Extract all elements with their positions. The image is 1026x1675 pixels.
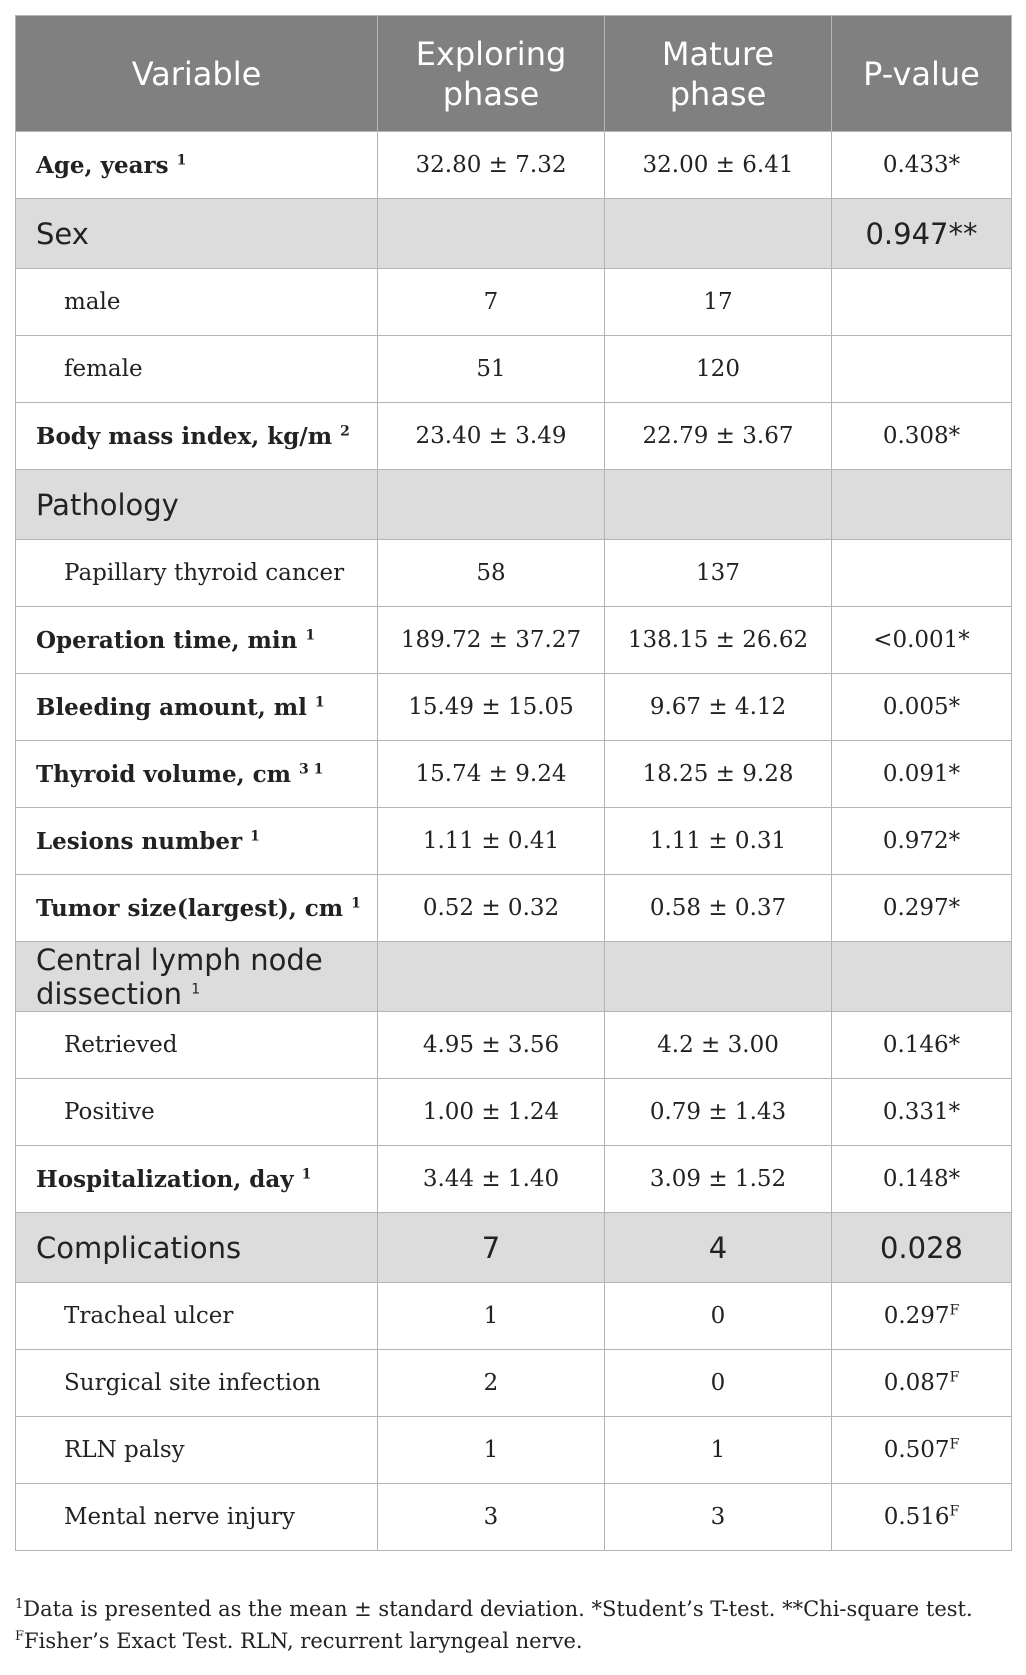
cell-mature <box>605 470 832 540</box>
table-row <box>16 132 1012 199</box>
cell-variable-superscript: 1 <box>301 1165 312 1182</box>
table-row <box>16 269 1012 336</box>
cell-exploring <box>378 942 605 1012</box>
header-mature-phase: Mature phase <box>605 16 832 132</box>
cell-p-value <box>832 1079 1012 1146</box>
cell-exploring-text: 58 <box>476 560 506 586</box>
header-variable: Variable <box>16 16 378 132</box>
cell-p-value <box>832 674 1012 741</box>
cell-variable-text: Sex <box>36 216 89 251</box>
cell-p-value <box>832 1417 1012 1484</box>
cell-mature <box>605 1417 832 1484</box>
cell-exploring <box>378 674 605 741</box>
cell-exploring <box>378 741 605 808</box>
header-p-value: P-value <box>832 16 1012 132</box>
table-row <box>16 1079 1012 1146</box>
cell-exploring-text: 15.49 ± 15.05 <box>408 694 574 720</box>
cell-variable <box>16 1146 378 1213</box>
cell-variable-text: Operation time, min <box>36 626 298 654</box>
cell-variable-text: Surgical site infection <box>64 1370 321 1396</box>
cell-mature <box>605 1146 832 1213</box>
table-body <box>16 132 1012 1551</box>
cell-mature <box>605 942 832 1012</box>
cell-p-value <box>832 470 1012 540</box>
cell-variable-superscript: 1 <box>305 626 316 643</box>
cell-exploring <box>378 1079 605 1146</box>
cell-variable-superscript: 1 <box>250 827 260 844</box>
cell-variable <box>16 269 378 336</box>
cell-variable <box>16 336 378 403</box>
cell-variable-text: Hospitalization, day <box>36 1165 294 1193</box>
table-row <box>16 470 1012 540</box>
footnote-2-marker: F <box>15 1629 25 1644</box>
table-row <box>16 875 1012 942</box>
cell-variable <box>16 1417 378 1484</box>
cell-p-value-text: 0.087 <box>883 1370 950 1396</box>
cell-p-value-text: 0.308* <box>882 423 961 449</box>
cell-exploring <box>378 1484 605 1551</box>
cell-exploring <box>378 808 605 875</box>
cell-mature-text: 9.67 ± 4.12 <box>649 694 787 720</box>
cell-p-value-superscript: F <box>949 1436 960 1453</box>
cell-mature-text: 0.58 ± 0.37 <box>649 895 787 921</box>
cell-variable-text: Positive <box>64 1099 155 1125</box>
cell-exploring <box>378 1283 605 1350</box>
cell-p-value-text: 0.947** <box>865 216 978 251</box>
cell-p-value <box>832 336 1012 403</box>
cell-mature <box>605 269 832 336</box>
cell-variable-text: female <box>64 356 143 382</box>
cell-mature-text: 137 <box>696 560 740 586</box>
cell-variable-superscript: 2 <box>340 422 350 439</box>
cell-mature-text: 32.00 ± 6.41 <box>642 152 794 178</box>
cell-variable <box>16 1283 378 1350</box>
cell-p-value <box>832 1350 1012 1417</box>
cell-p-value <box>832 942 1012 1012</box>
cell-mature <box>605 1283 832 1350</box>
cell-exploring-text: 1 <box>483 1303 499 1329</box>
cell-exploring-text: 3.44 ± 1.40 <box>422 1166 560 1192</box>
cell-mature <box>605 674 832 741</box>
table-row <box>16 540 1012 607</box>
cell-p-value-text: 0.005* <box>882 694 961 720</box>
footnote-1-text: Data is presented as the mean ± standard deviation. *Student’s T-test. **Chi-square test. <box>23 1597 973 1621</box>
cell-variable-text: male <box>64 289 121 315</box>
cell-variable <box>16 1213 378 1283</box>
cell-variable <box>16 470 378 540</box>
cell-p-value-text: 0.331* <box>882 1099 961 1125</box>
cell-p-value <box>832 403 1012 470</box>
cell-exploring-text: 2 <box>483 1370 499 1396</box>
cell-p-value-text: 0.297* <box>882 895 961 921</box>
cell-mature-text: 3 <box>710 1504 726 1530</box>
cell-variable-text: Bleeding amount, ml <box>36 693 307 721</box>
cell-p-value-text: 0.146* <box>882 1032 961 1058</box>
cell-variable-text: RLN palsy <box>64 1437 185 1463</box>
cell-mature <box>605 875 832 942</box>
cell-exploring <box>378 875 605 942</box>
cell-variable-text: Retrieved <box>64 1032 178 1058</box>
table-row <box>16 336 1012 403</box>
cell-exploring <box>378 336 605 403</box>
cell-exploring <box>378 403 605 470</box>
cell-exploring-text: 4.95 ± 3.56 <box>422 1032 560 1058</box>
cell-p-value <box>832 132 1012 199</box>
cell-variable <box>16 540 378 607</box>
cell-p-value-superscript: F <box>949 1369 960 1386</box>
cell-p-value-superscript: F <box>949 1503 960 1520</box>
footnote-line-2 <box>15 1625 1015 1657</box>
cell-mature-text: 0 <box>710 1303 726 1329</box>
cell-p-value <box>832 875 1012 942</box>
cell-mature-text: 0 <box>710 1370 726 1396</box>
cell-p-value-text: 0.148* <box>882 1166 961 1192</box>
cell-p-value <box>832 1283 1012 1350</box>
cell-mature-text: 18.25 ± 9.28 <box>642 761 794 787</box>
cell-variable-text: Central lymph node dissection <box>36 942 323 1011</box>
cell-p-value-text: 0.516 <box>883 1504 950 1530</box>
cell-exploring <box>378 269 605 336</box>
cell-p-value-text: 0.297 <box>883 1303 950 1329</box>
cell-mature-text: 17 <box>703 289 733 315</box>
cell-p-value-text: 0.972* <box>882 828 961 854</box>
cell-p-value <box>832 607 1012 674</box>
cell-mature <box>605 132 832 199</box>
table-footnote <box>15 1593 1015 1657</box>
table-row <box>16 607 1012 674</box>
table-row <box>16 1146 1012 1213</box>
cell-mature <box>605 607 832 674</box>
cell-mature-text: 120 <box>696 356 740 382</box>
cell-mature <box>605 1213 832 1283</box>
cell-mature <box>605 1079 832 1146</box>
cell-variable-text: Mental nerve injury <box>64 1504 296 1530</box>
cell-mature-text: 4 <box>708 1230 728 1265</box>
cell-variable <box>16 942 378 1012</box>
cell-mature-text: 1 <box>710 1437 726 1463</box>
cell-mature <box>605 403 832 470</box>
cell-mature-text: 1.11 ± 0.31 <box>649 828 787 854</box>
cell-variable-superscript: 1 <box>351 894 361 911</box>
cell-variable-superscript: 1 <box>314 693 325 710</box>
cell-mature <box>605 741 832 808</box>
cell-variable-text: Body mass index, kg/m <box>36 422 333 450</box>
cell-p-value <box>832 540 1012 607</box>
cell-exploring <box>378 607 605 674</box>
cell-variable-superscript: 1 <box>176 151 187 168</box>
cell-mature-text: 22.79 ± 3.67 <box>642 423 794 449</box>
cell-p-value <box>832 1012 1012 1079</box>
footnote-1-marker: 1 <box>15 1597 24 1612</box>
footnote-2-text: Fisher’s Exact Test. RLN, recurrent laryngeal nerve. <box>24 1629 583 1653</box>
cell-variable <box>16 674 378 741</box>
cell-variable-text: Thyroid volume, cm <box>36 760 291 788</box>
cell-p-value-text: 0.433* <box>882 152 961 178</box>
cell-p-value <box>832 269 1012 336</box>
cell-exploring <box>378 1417 605 1484</box>
header-exploring-phase: Exploring phase <box>378 16 605 132</box>
cell-exploring <box>378 1012 605 1079</box>
cell-mature <box>605 540 832 607</box>
cell-mature <box>605 1012 832 1079</box>
cell-variable <box>16 132 378 199</box>
cell-exploring-text: 23.40 ± 3.49 <box>415 423 567 449</box>
cell-mature-text: 138.15 ± 26.62 <box>627 627 809 653</box>
cell-exploring-text: 1.00 ± 1.24 <box>422 1099 560 1125</box>
cell-p-value <box>832 741 1012 808</box>
table-row <box>16 741 1012 808</box>
cell-exploring-text: 1 <box>483 1437 499 1463</box>
cell-exploring-text: 1.11 ± 0.41 <box>422 828 560 854</box>
cell-exploring-text: 15.74 ± 9.24 <box>415 761 567 787</box>
table-row <box>16 674 1012 741</box>
cell-variable <box>16 403 378 470</box>
cell-variable <box>16 1484 378 1551</box>
table-header <box>16 16 1012 132</box>
cell-p-value-text: 0.091* <box>882 761 961 787</box>
cell-exploring <box>378 1146 605 1213</box>
cell-variable <box>16 1079 378 1146</box>
cell-p-value-text: 0.507 <box>883 1437 950 1463</box>
cell-p-value <box>832 1146 1012 1213</box>
results-table <box>15 15 1012 1551</box>
cell-exploring <box>378 1350 605 1417</box>
cell-exploring-text: 32.80 ± 7.32 <box>415 152 567 178</box>
cell-variable-text: Papillary thyroid cancer <box>64 560 345 586</box>
cell-mature <box>605 1350 832 1417</box>
table-row <box>16 403 1012 470</box>
cell-p-value-text: <0.001* <box>873 627 970 653</box>
cell-variable <box>16 1012 378 1079</box>
cell-variable-text: Tumor size(largest), cm <box>36 894 344 922</box>
cell-exploring-text: 51 <box>476 356 506 382</box>
cell-variable-superscript: 3 1 <box>299 760 324 777</box>
cell-mature-text: 4.2 ± 3.00 <box>657 1032 779 1058</box>
cell-mature <box>605 199 832 269</box>
table-row <box>16 1484 1012 1551</box>
cell-exploring-text: 7 <box>481 1230 501 1265</box>
cell-exploring-text: 189.72 ± 37.27 <box>400 627 582 653</box>
cell-p-value <box>832 808 1012 875</box>
results-table-container <box>15 15 1011 1551</box>
cell-mature <box>605 1484 832 1551</box>
cell-exploring <box>378 1213 605 1283</box>
cell-variable-superscript: 1 <box>191 980 201 997</box>
cell-p-value-superscript: F <box>949 1302 960 1319</box>
cell-exploring <box>378 540 605 607</box>
cell-exploring-text: 7 <box>483 289 499 315</box>
cell-exploring <box>378 199 605 269</box>
table-row <box>16 1283 1012 1350</box>
cell-variable-text: Lesions number <box>36 827 243 855</box>
cell-variable <box>16 607 378 674</box>
cell-mature-text: 0.79 ± 1.43 <box>649 1099 787 1125</box>
footnote-line-1 <box>15 1593 1015 1625</box>
cell-variable-text: Age, years <box>36 151 169 179</box>
table-row <box>16 1417 1012 1484</box>
cell-variable <box>16 1350 378 1417</box>
cell-exploring-text: 3 <box>483 1504 499 1530</box>
cell-variable-text: Complications <box>36 1230 242 1265</box>
cell-variable <box>16 875 378 942</box>
cell-mature-text: 3.09 ± 1.52 <box>649 1166 787 1192</box>
cell-p-value-text: 0.028 <box>879 1230 964 1265</box>
cell-exploring-text: 0.52 ± 0.32 <box>422 895 560 921</box>
table-row <box>16 1012 1012 1079</box>
cell-p-value <box>832 1484 1012 1551</box>
cell-variable-text: Pathology <box>36 487 179 522</box>
cell-p-value <box>832 199 1012 269</box>
cell-variable <box>16 741 378 808</box>
table-row <box>16 1213 1012 1283</box>
cell-variable <box>16 808 378 875</box>
cell-variable-text: Tracheal ulcer <box>64 1303 234 1329</box>
table-row <box>16 808 1012 875</box>
cell-mature <box>605 808 832 875</box>
cell-mature <box>605 336 832 403</box>
cell-exploring <box>378 470 605 540</box>
cell-variable <box>16 199 378 269</box>
cell-exploring <box>378 132 605 199</box>
table-row <box>16 1350 1012 1417</box>
table-row <box>16 942 1012 1012</box>
cell-p-value <box>832 1213 1012 1283</box>
table-row <box>16 199 1012 269</box>
